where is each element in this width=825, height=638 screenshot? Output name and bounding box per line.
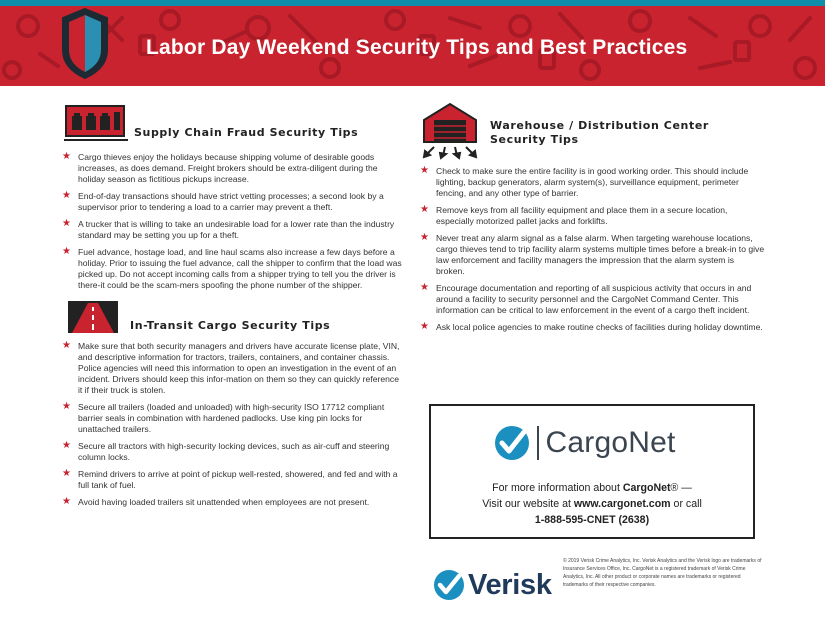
cargonet-logo — [493, 424, 676, 462]
phone-number: 1-888-595-CNET (2638) — [534, 514, 650, 526]
warehouse-header — [420, 98, 765, 160]
list-item: ★ Avoid having loaded trailers sit unattended when employees are not present. — [62, 496, 370, 507]
star-bullet-icon: ★ — [62, 496, 71, 507]
list-item: ★ Never treat any alarm signal as a false alarm. When targeting warehouse locations, cargo thieves tend to trip facility alarm systems multiple times before a break-in to give law enforcement and facility managers the impression that the alarm system is broken. — [420, 232, 765, 276]
cargonet-logo-text: CargoNet — [545, 426, 676, 459]
star-bullet-icon: ★ — [62, 468, 71, 479]
list-item: ★ Remove keys from all facility equipment and place them in a secure location, especially motorized pallet jacks and forklifts. — [420, 204, 728, 226]
list-item: ★ Check to make sure the entire facility is in good working order. This should include lighting, backup generators, alarm system(s), surveillance equipment, perimeter fencing, and any other type of barrier. — [420, 165, 749, 198]
warehouse-title-line2: Security Tips — [490, 133, 579, 146]
supply-chain-section — [62, 98, 402, 291]
in-transit-list — [62, 341, 402, 508]
verisk-logo-text: Verisk — [468, 568, 552, 601]
in-transit-title: In-Transit Cargo Security Tips — [130, 319, 331, 332]
list-item: ★ A trucker that is willing to take an undesirable load for a lower rate than the industry standard may be setting you up for a theft. — [62, 218, 395, 240]
supply-chain-header — [62, 98, 402, 142]
warehouse-title — [490, 119, 709, 147]
star-bullet-icon: ★ — [420, 282, 429, 293]
supply-chain-title: Supply Chain Fraud Security Tips — [134, 126, 359, 139]
star-bullet-icon: ★ — [420, 204, 429, 215]
supply-chain-list — [62, 152, 402, 291]
header-banner — [0, 0, 825, 86]
warehouse-section — [420, 98, 765, 333]
warehouse-icon — [420, 98, 480, 160]
list-item: ★ Make sure that both security managers and drivers have accurate license plate, VIN, and descriptive information for tractors, trailers, containers, and container chassis. Police agencies will need this information to open an investigation in the event of an incident. Drivers should keep this infor-mation on them so they can quickly reference it if their truck is stolen. — [62, 340, 400, 395]
contact-line-2: Visit our website at www.cargonet.com or call — [482, 498, 702, 510]
warehouse-title-line1: Warehouse / Distribution Center — [490, 119, 709, 132]
left-column — [62, 98, 402, 514]
website-link[interactable]: www.cargonet.com — [573, 498, 671, 510]
star-bullet-icon: ★ — [420, 232, 429, 243]
star-bullet-icon: ★ — [62, 340, 71, 351]
list-item: ★ Remind drivers to arrive at point of pickup well-rested, showered, and fed and with a full tank of fuel. — [62, 468, 398, 490]
star-bullet-icon: ★ — [62, 440, 71, 451]
star-bullet-icon: ★ — [62, 151, 71, 162]
right-column — [420, 98, 765, 339]
star-bullet-icon: ★ — [420, 321, 429, 332]
contact-line-1: For more information about CargoNet® — — [492, 482, 692, 494]
star-bullet-icon: ★ — [420, 165, 429, 176]
star-bullet-icon: ★ — [62, 401, 71, 412]
list-item: ★ Secure all trailers (loaded and unloaded) with high-security ISO 17712 compliant barrier seals in combination with hardened padlocks. Use king pin locks for unattached trailers. — [62, 401, 385, 434]
warehouse-list — [420, 166, 765, 333]
highway-road-icon — [62, 299, 124, 335]
in-transit-header — [62, 297, 402, 335]
legal-notice: © 2019 Verisk Crime Analytics, Inc. Verisk Analytics and the Verisk logo are trademarks of Insurance Services Office, Inc. CargoNet is a registered trademark of Verisk Crime Analytics, Inc. All other product or corporate names are trademarks or registered trademarks of their respective companies. — [563, 558, 762, 588]
logo-divider — [537, 426, 539, 460]
list-item: ★ Ask local police agencies to make routine checks of facilities during holiday downtime. — [420, 321, 763, 332]
shield-icon — [60, 6, 110, 80]
verisk-logo — [432, 568, 552, 602]
list-item: ★ Secure all tractors with high-security locking devices, such as air-cuff and steering column locks. — [62, 440, 390, 462]
list-item: ★ Cargo thieves enjoy the holidays because shipping volume of desirable goods increases, as does demand. Freight brokers should be extra-diligent during the holiday season as fictitious pickups increase. — [62, 151, 378, 184]
star-bullet-icon: ★ — [62, 218, 71, 229]
cargo-trailer-icon — [62, 102, 130, 142]
star-bullet-icon: ★ — [62, 190, 71, 201]
cargonet-checkmark-icon — [493, 424, 531, 462]
in-transit-section — [62, 297, 402, 508]
cargonet-contact-box — [429, 404, 755, 539]
list-item: ★ Encourage documentation and reporting of all suspicious activity that occurs in and around a facility to security personnel and the CargoNet Command Center. This information can be critical to law enforcement in the event of a cargo theft incident. — [420, 282, 752, 315]
verisk-checkmark-icon — [432, 568, 466, 602]
star-bullet-icon: ★ — [62, 246, 71, 257]
list-item: ★ End-of-day transactions should have strict vetting processes; a second look by a supervisor prior to tendering a load to a carrier may prevent a theft. — [62, 190, 384, 212]
page-title: Labor Day Weekend Security Tips and Best Practices — [146, 36, 688, 59]
list-item: ★ Fuel advance, hostage load, and line haul scams also increase a few days before a holiday. Prior to issuing the fuel advance, call the shipper to confirm that the load was picked up. Do not accept incoming calls from a shipper trying to tell you the driver is there-it could be the scam-mers spoofing the phone number of the shipper. — [62, 246, 402, 290]
contact-text — [431, 480, 753, 528]
